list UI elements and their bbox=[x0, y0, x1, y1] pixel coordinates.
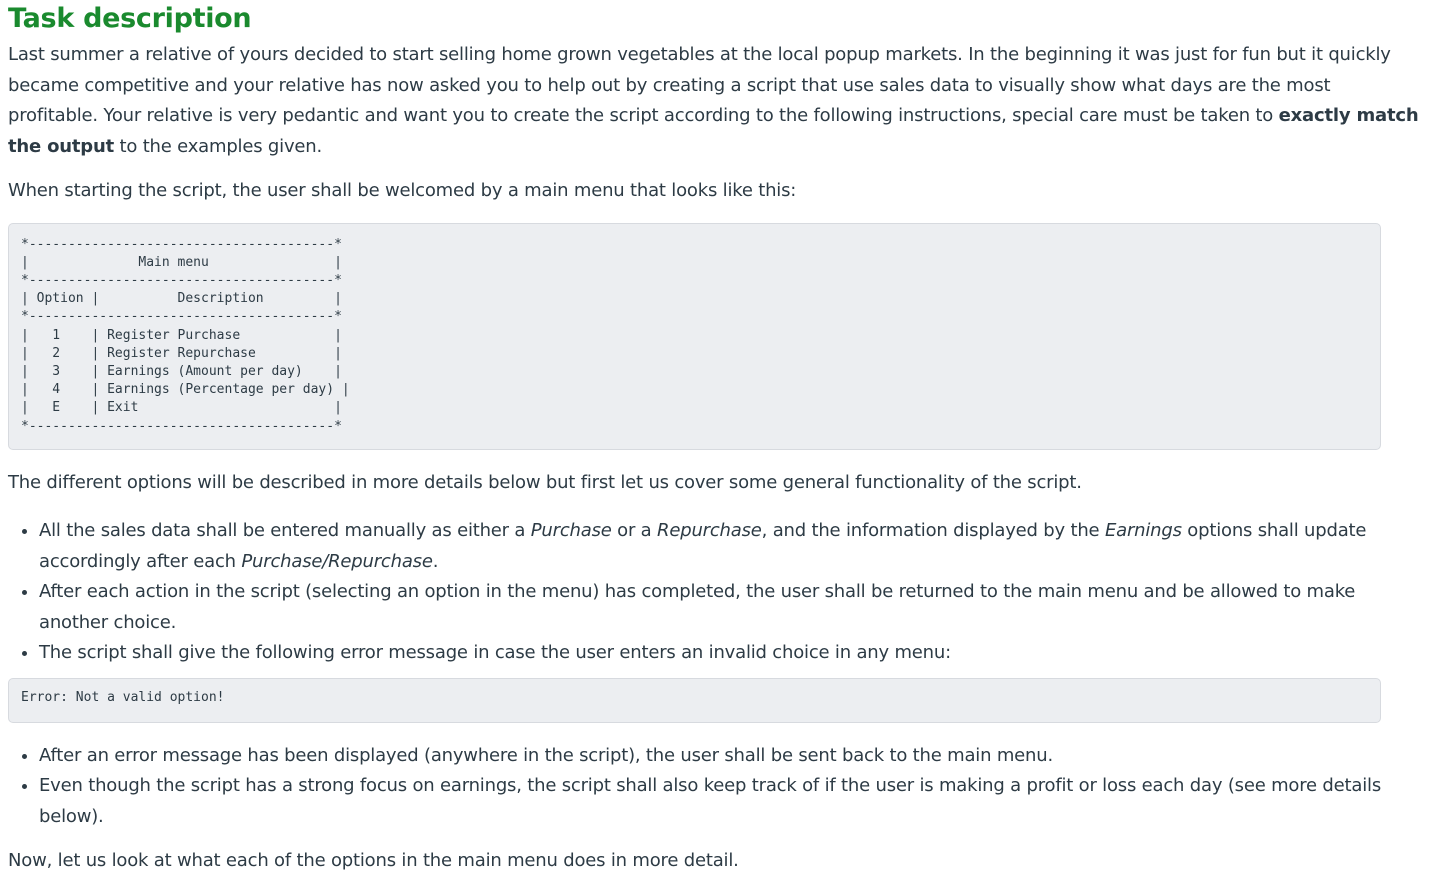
additional-functionality-list bbox=[8, 741, 1421, 833]
options-intro-paragraph: The different options will be described in more details below but first let us cover some general functionality of the script. bbox=[8, 471, 1082, 493]
intro-text-2: to the examples given. bbox=[113, 135, 323, 157]
list-item-text: or a bbox=[611, 520, 658, 541]
list-item-text: , and the information displayed by the bbox=[761, 520, 1105, 541]
repurchase-term: Repurchase bbox=[657, 520, 762, 541]
earnings-term: Earnings bbox=[1104, 520, 1182, 541]
main-menu-code-block: *---------------------------------------* | Main menu | *---------------------------------------* | Option | Description | *---------------------------------------* | 1 | Register Purchase | | 2 | Register Repurchase | | 3 | Earnings (Amount per day) | | 4 | Earnings (Percentage per day) | | E | Exit | *---------------------------------------* bbox=[8, 223, 1381, 450]
list-item: • The script shall give the following error message in case the user enters an invalid choice in any menu: bbox=[39, 638, 1421, 669]
list-item: • Even though the script has a strong focus on earnings, the script shall also keep track of if the user is making a profit or loss each day (see more details below). bbox=[39, 771, 1421, 832]
list-item: • After an error message has been displayed (anywhere in the script), the user shall be sent back to the main menu. bbox=[39, 741, 1421, 772]
intro-paragraph bbox=[8, 40, 1421, 162]
intro-text-1: Last summer a relative of yours decided to start selling home grown vegetables at the local popup markets. In the beginning it was just for fun but it quickly became competitive and your relative has now asked you to help out by creating a script that use sales data to visually show what days are the most profitable. Your relative is very pedantic and want you to create the script according to the following instructions, special care must be taken to bbox=[8, 44, 1391, 126]
error-message-code-block: Error: Not a valid option! bbox=[8, 678, 1381, 723]
list-item-text: options shall update accordingly after each bbox=[39, 520, 1367, 572]
list-item-text: . bbox=[432, 550, 439, 572]
document-page bbox=[0, 3, 1429, 877]
intro-bold-text: exactly match the output bbox=[8, 105, 1419, 157]
page-title: Task description bbox=[8, 3, 252, 34]
general-functionality-list bbox=[8, 516, 1421, 669]
menu-intro-paragraph: When starting the script, the user shall be welcomed by a main menu that looks like this: bbox=[8, 180, 797, 201]
list-item: • After each action in the script (selecting an option in the menu) has completed, the user shall be returned to the main menu and be allowed to make another choice. bbox=[39, 577, 1421, 638]
list-item-text: All the sales data shall be entered manually as either a bbox=[39, 520, 531, 541]
purchase-term: Purchase bbox=[530, 520, 612, 541]
list-item bbox=[39, 516, 1421, 577]
purchase-repurchase-term: Purchase/Repurchase bbox=[241, 550, 433, 572]
closing-paragraph: Now, let us look at what each of the options in the main menu does in more detail. bbox=[8, 850, 739, 871]
